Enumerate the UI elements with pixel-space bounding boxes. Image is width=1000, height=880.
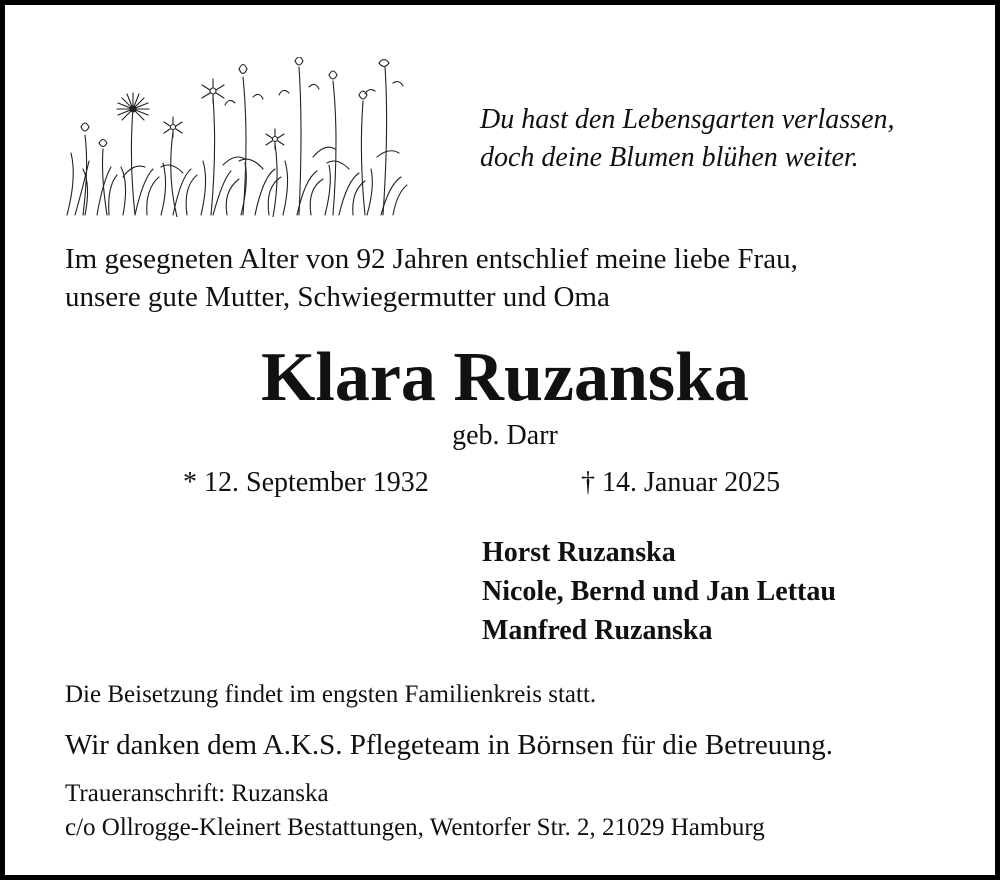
death-date: † 14. Januar 2025 <box>581 467 781 498</box>
address-line: Traueranschrift: Ruzanska <box>65 780 329 807</box>
thanks-note: Wir danken dem A.K.S. Pflegeteam in Börnsen für die Betreuung. <box>65 729 833 761</box>
mourner-name: Manfred Ruzanska <box>482 615 713 646</box>
grass-strokes <box>67 153 407 215</box>
verse-line: Du hast den Lebensgarten verlassen, <box>480 104 895 135</box>
bellflowers <box>81 57 403 215</box>
mourners-list <box>482 533 836 650</box>
burial-note: Die Beisetzung findet im engsten Familienkreis statt. <box>65 681 597 708</box>
daisy <box>164 117 182 217</box>
memorial-verse <box>480 101 960 177</box>
dandelion <box>117 93 149 215</box>
intro-line: unsere gute Mutter, Schwiegermutter und Oma <box>65 281 610 313</box>
maiden-name: geb. Darr <box>452 420 558 451</box>
intro-text <box>65 240 965 316</box>
daisy <box>202 79 224 215</box>
mourning-address <box>65 777 765 845</box>
verse-line: doch deine Blumen blühen weiter. <box>480 142 859 173</box>
wildflower-illustration <box>63 57 411 217</box>
deceased-name: Klara Ruzanska <box>260 339 750 416</box>
intro-line: Im gesegneten Alter von 92 Jahren entschlief meine liebe Frau, <box>65 243 798 275</box>
birth-date: * 12. September 1932 <box>183 467 429 498</box>
address-line: c/o Ollrogge-Kleinert Bestattungen, Wentorfer Str. 2, 21029 Hamburg <box>65 814 765 841</box>
mourner-name: Nicole, Bernd und Jan Lettau <box>482 576 836 607</box>
mourner-name: Horst Ruzanska <box>482 537 676 568</box>
